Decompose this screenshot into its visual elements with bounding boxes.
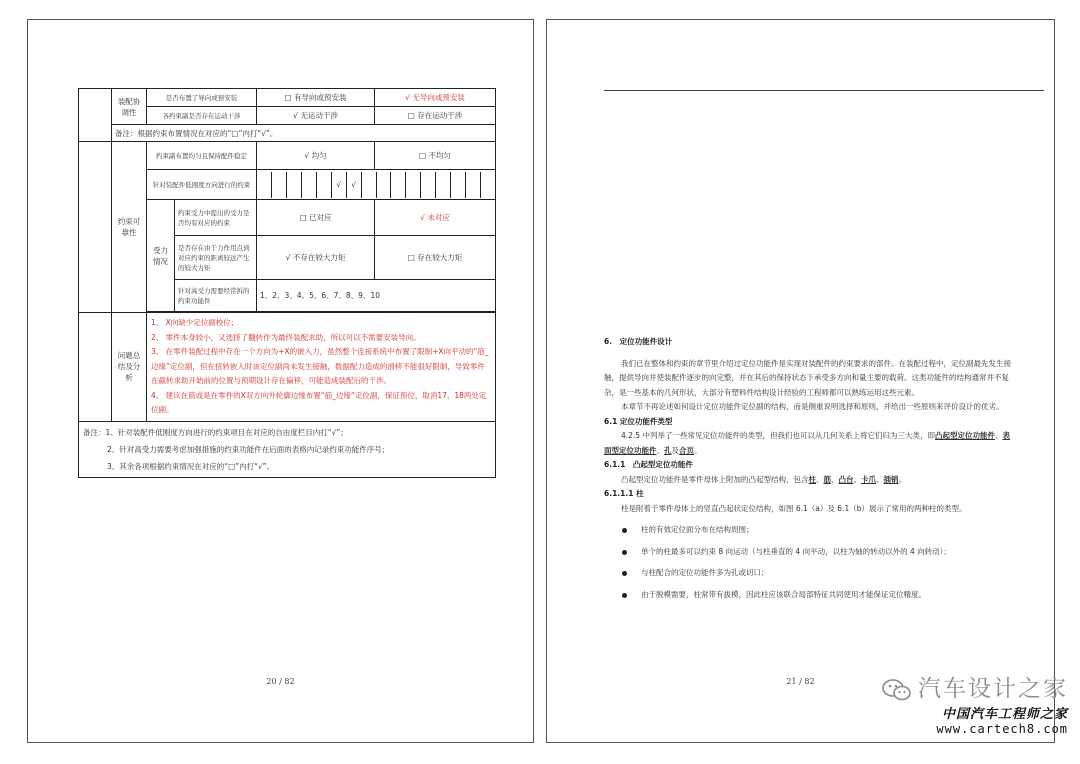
- evaluation-table: [78, 88, 496, 478]
- bullet-item: 单个的柱最多可以约束 8 向运动（与柱垂直的 4 向平动，以柱为轴的转动以外的 4 向转动）；: [604, 545, 1014, 560]
- dof-cell: [287, 172, 302, 198]
- footnote: 备注：1、针对装配件低刚度方向进行的约束项目在对应的自由度栏目内打“√”；: [83, 427, 348, 437]
- bullet-item: 柱的有效定位面分布在结构周围；: [604, 523, 1014, 538]
- paragraph-6-1: 4.2.5 中列举了一些常见定位功能件的类型，但我们也可以从几何关系上将它们归为三大类，即凸起型定位功能件、表面型定位功能件、孔及合页。: [604, 431, 1010, 455]
- assembly-q2: 各约束副是否存在运动干涉: [147, 107, 257, 125]
- bullet-icon: [622, 528, 627, 533]
- reliability-q4: 是否存在由于力作用点到对应约束的距离较远产生的较大力矩: [175, 236, 257, 280]
- assembly-q1-opt-a: □ 有导向或预安装: [257, 89, 375, 107]
- section-title: 6. 定位功能件设计: [604, 337, 673, 346]
- force-label: 受力情况: [147, 200, 175, 312]
- reliability-q4-opt-a: √ 不存在较大力矩: [257, 236, 375, 280]
- bullet-item: 由于脱模需要，柱常带有拔模，因此柱应该联合局部特征共同使用才能保证定位精度。: [604, 588, 1014, 603]
- problem-item: 3、 在零件装配过程中存在一个方向为+X的嵌入力，虽然整个连接系统中布置了限制+X向平动的“筋_边缘”定位副，但在扭转嵌入时该定位副尚未发生接触，数据配力造成的滑移不能很好限制，导致零件在截转求助开始前的位置与预期设计存在偏移，可能造成装配后的干涉。: [151, 347, 489, 385]
- footnotes: [79, 421, 496, 477]
- dof-cell: [272, 172, 287, 198]
- dof-cell: [317, 172, 332, 198]
- dof-cell: √: [331, 172, 346, 198]
- footnote: 3、其余各项根据约束情况在对应的“□”内打“√”。: [107, 461, 275, 471]
- page-number: 21 / 82: [786, 677, 815, 686]
- reliability-q5-value: 1、2、3、4、5、6、7、8、9、10: [257, 280, 496, 312]
- page-21: [546, 19, 1055, 743]
- left-margin-cell: [79, 89, 112, 142]
- problem-item: 1、 X向缺少定位副校位；: [151, 318, 239, 327]
- reliability-q1-opt-a: √ 均匀: [257, 142, 375, 170]
- problems-label: 问题总结及分析: [112, 313, 147, 422]
- dof-cell: [465, 172, 480, 198]
- assembly-label: 装配协调性: [112, 89, 147, 125]
- page-number: 20 / 82: [266, 677, 295, 686]
- reliability-q3: 约束受力中提出的受力是否均有对应的约束: [175, 200, 257, 236]
- reliability-q3-opt-a: □ 已对应: [257, 200, 375, 236]
- dof-cell: [361, 172, 376, 198]
- bullet-item: 与柱配合的定位功能件多为孔或切口；: [604, 566, 1014, 581]
- dof-cell: [450, 172, 465, 198]
- page-20: [27, 19, 534, 743]
- watermark-url: www.cartech8.com: [936, 722, 1068, 736]
- body-text: [604, 335, 1014, 602]
- reliability-q1-opt-b: □ 不均匀: [375, 142, 496, 170]
- dof-cell: [302, 172, 317, 198]
- reliability-q1: 约束副布置均匀且保持配件稳定: [147, 142, 257, 170]
- footnote: 2、针对高受力需要考虑加强措施的约束功能件在后面的表格内记录约束功能件序号；: [107, 444, 390, 454]
- assembly-q1-opt-b: √ 无导向或预安装: [375, 89, 496, 107]
- left-margin-cell: [79, 142, 112, 313]
- dof-cell: [406, 172, 421, 198]
- reliability-q3-opt-b: √ 未对应: [375, 200, 496, 236]
- paragraph: 我们已在整体和约束的章节里介绍过定位功能件是实现对装配件的约束要求的部件。在装配过程中，定位副最先发生接触，提供导向并使装配件逐步的向完整，并在其后的保持状态下承受多方向和量主要的载荷。这类功能件的结构通常并不复杂，是一些基本的几何形状，大部分有塑料件结构设计经验的工程师都可以熟练运用这些元素。: [604, 358, 1011, 397]
- wechat-icon: [882, 678, 912, 702]
- bullet-icon: [622, 550, 627, 555]
- reliability-label: 约束可靠性: [112, 142, 147, 313]
- watermark: [882, 670, 1068, 736]
- dof-cell: [421, 172, 436, 198]
- heading-6-1-1-1: 6.1.1.1 柱: [604, 489, 644, 498]
- left-margin-cell: [79, 313, 112, 422]
- reliability-q2: 针对装配件低刚度方向进行的约束: [147, 170, 257, 200]
- problems-list: [147, 313, 496, 422]
- heading-6-1-1: 6.1.1 凸起型定位功能件: [604, 460, 693, 469]
- assembly-q2-opt-a: √ 无运动干涉: [257, 107, 375, 125]
- watermark-subtitle: 中国汽车工程师之家: [941, 707, 1068, 722]
- assembly-q1: 是否布置了导向或预安装: [147, 89, 257, 107]
- problem-item: 2、 零件本身较小，又选择了翻转作为最终装配求助，所以可以不需要安装导向。: [151, 332, 421, 342]
- watermark-title: 汽车设计之家: [882, 670, 1068, 703]
- paragraph-pillar: 柱是附着于零件母体上的竖直凸起状定位结构，如图 6.1（a）及 6.1（b）展示了常用的两种柱的类型。: [621, 503, 967, 513]
- header-rule: [604, 90, 1044, 91]
- reliability-q4-opt-b: □ 存在较大力矩: [375, 236, 496, 280]
- dof-cell: [480, 172, 495, 198]
- problem-item: 4、 建议在筋或是在零件的X双方向外轮廓边缘布置“筋_边缘”定位副，保证预位，取消17、18两处定位副。: [151, 390, 487, 414]
- assembly-q2-opt-b: □ 存在运动干涉: [375, 107, 496, 125]
- dof-cell: [257, 172, 272, 198]
- reliability-q5: 针对高受力需要经常拆的约束功能件: [175, 280, 257, 312]
- paragraph-6-1-1: 凸起型定位功能件是零件母体上附加的凸起型结构，包含柱、筋、凸台、卡爪、插销。: [621, 474, 906, 484]
- dof-cell: √: [346, 172, 361, 198]
- dof-cell: [376, 172, 391, 198]
- bullet-icon: [622, 571, 627, 576]
- dof-grid: [257, 172, 495, 198]
- dof-cell: [391, 172, 406, 198]
- heading-6-1: 6.1 定位功能件类型: [604, 416, 673, 426]
- dof-cell: [436, 172, 451, 198]
- bullet-icon: [622, 593, 627, 598]
- dof-grid-cell: [257, 170, 496, 200]
- paragraph: 本章节不再论述如何设计定位功能件定位副的结构，而是侧重说明选择和原则，并给出一些原则来评价设计的优劣。: [621, 402, 1004, 411]
- assembly-note: 备注：根据约束布置情况在对应的“□”内打“√”。: [112, 125, 496, 142]
